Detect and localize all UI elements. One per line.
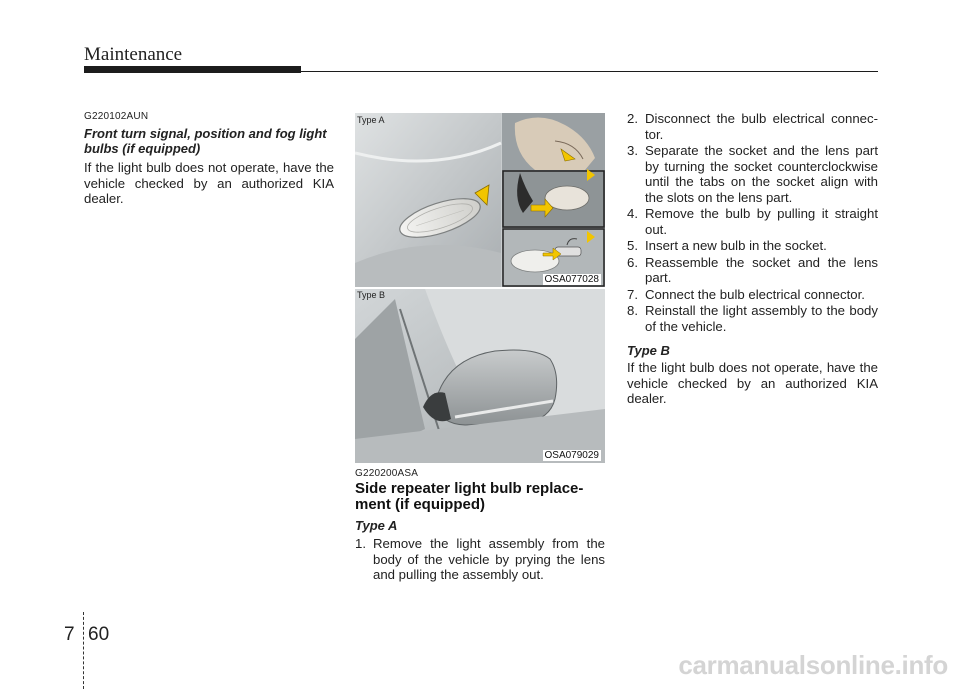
step-text: Separate the socket and the lens part by turning the socket counterclockwise until the tabs on the socket align with the slots on the lens part. [645, 143, 878, 205]
section-code: G220200ASA [355, 468, 419, 479]
step-text: Remove the bulb by pulling it straight out. [645, 206, 878, 237]
figure-type-b-illustration [355, 289, 605, 463]
type-a-label: Type A [355, 518, 398, 533]
figure-type-a-label: Type A [357, 115, 385, 125]
step-text: Connect the bulb electrical connector. [645, 286, 865, 302]
step-number: 4. [627, 206, 638, 221]
step-text: Remove the light assembly from the body of the vehicle by prying the lens and pulling the assembly out. [373, 536, 605, 582]
step-item [627, 206, 878, 237]
step-number: 8. [627, 303, 638, 318]
section-heading: Side repeater light bulb replace-ment (if equipped) [355, 480, 584, 513]
right-column [627, 111, 878, 407]
figure-type-a [355, 113, 605, 287]
step-list [627, 111, 878, 334]
section-code: G220102AUN [84, 111, 149, 122]
header-rule [301, 71, 878, 72]
type-b-body: If the light bulb does not operate, have the vehicle checked by an authorized KIA dealer. [627, 360, 878, 406]
step-list [355, 536, 605, 583]
section-body: If the light bulb does not operate, have the vehicle checked by an authorized KIA dealer. [84, 160, 334, 206]
step-text: Disconnect the bulb electrical connec-tor. [645, 111, 878, 142]
middle-column [355, 468, 605, 584]
step-item [627, 287, 878, 303]
step-text: Reinstall the light assembly to the body of the vehicle. [645, 303, 878, 334]
step-item [627, 238, 878, 254]
section-subheading: Front turn signal, position and fog light bulbs (if equipped) [84, 126, 327, 156]
step-number: 2. [627, 111, 638, 126]
header-accent-bar [84, 66, 301, 73]
step-number: 7. [627, 286, 638, 302]
step-number: 5. [627, 238, 638, 253]
page-number: 60 [88, 624, 110, 645]
figure-type-b-code: OSA079029 [544, 450, 599, 461]
step-number: 6. [627, 254, 638, 270]
step-item [355, 536, 605, 583]
page-header-title: Maintenance [84, 44, 183, 65]
step-text: Insert a new bulb in the socket. [645, 238, 827, 253]
figure-type-b [355, 289, 605, 463]
figure-type-a-illustration [355, 113, 605, 287]
figure-type-a-code: OSA077028 [544, 274, 599, 285]
step-item [627, 303, 878, 334]
chapter-number: 7 [64, 624, 75, 645]
step-item [627, 111, 878, 142]
step-number: 3. [627, 143, 638, 158]
type-b-label: Type B [627, 343, 670, 358]
step-item [627, 143, 878, 205]
left-column [84, 111, 334, 207]
figure-type-b-label: Type B [357, 290, 386, 300]
step-number: 1. [355, 536, 366, 551]
footer-divider [83, 612, 84, 689]
step-text: Reassemble the socket and the lens part. [645, 254, 878, 285]
step-item [627, 255, 878, 286]
watermark: carmanualsonline.info [678, 650, 948, 680]
